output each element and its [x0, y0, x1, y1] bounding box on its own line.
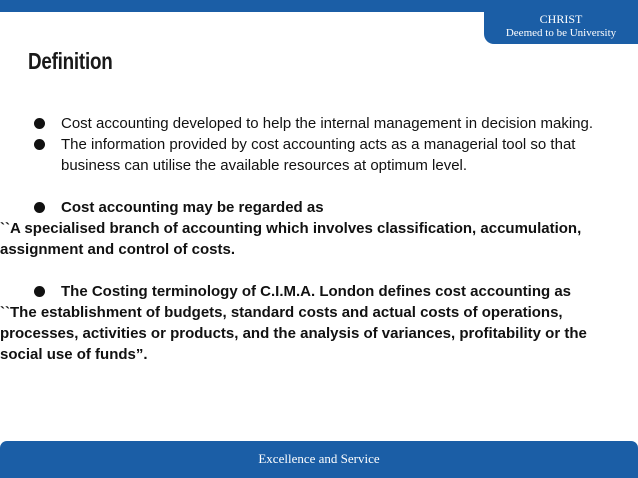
quote-definition-2: ``The establishment of budgets, standard costs and actual costs of operations, processes, activities or products, and the analysis of variances, profitability or the social use of funds”. [0, 304, 587, 363]
bullet-item [34, 134, 614, 176]
footer-motto: Excellence and Service [258, 451, 380, 466]
bullet-text: Cost accounting may be regarded as [61, 199, 324, 216]
quote-definition-1: ``A specialised branch of accounting which involves classification, accumulation, assignment and control of costs. [0, 220, 582, 258]
bullet-icon [34, 118, 45, 129]
bullet-text: Cost accounting developed to help the internal management in decision making. [61, 115, 594, 132]
bullet-icon [34, 139, 45, 150]
brand-subtitle: Deemed to be University [505, 27, 617, 39]
bullet-text: The Costing terminology of C.I.M.A. London defines cost accounting as [61, 283, 572, 300]
slide-body [0, 113, 614, 365]
bullet-icon [34, 286, 45, 297]
bullet-item [34, 113, 614, 134]
bullet-item [34, 281, 614, 302]
slide-title: Definition [28, 48, 113, 74]
spacer [34, 260, 614, 281]
bullet-text: The information provided by cost accounting acts as a managerial tool so that business can utilise the available resources at optimum level. [61, 136, 576, 174]
bullet-item [34, 197, 614, 218]
bullet-icon [34, 202, 45, 213]
brand-name: CHRIST [539, 12, 583, 26]
spacer [34, 176, 614, 197]
